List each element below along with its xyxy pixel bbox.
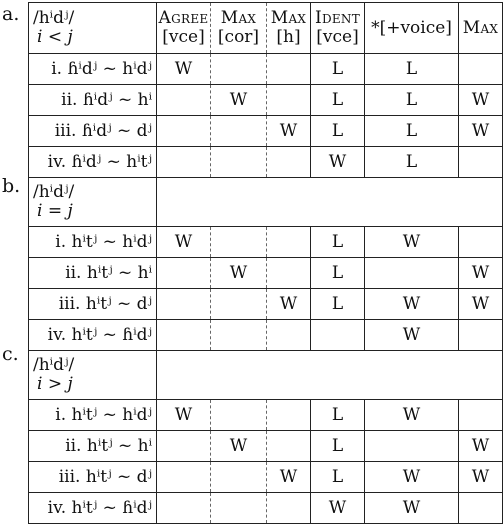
violation-mark: L: [311, 431, 365, 462]
violation-mark: [157, 493, 211, 524]
violation-mark: [157, 85, 211, 116]
violation-mark: [157, 147, 211, 178]
violation-mark: [211, 320, 267, 351]
candidate-row: [29, 320, 503, 351]
violation-mark: W: [365, 227, 459, 258]
candidate-pair: [29, 258, 157, 289]
candidate-text: hⁱtʲ ~ dʲ: [85, 466, 152, 487]
candidate-text: hⁱtʲ ~ hⁱ: [86, 262, 152, 283]
violation-mark: [157, 116, 211, 147]
violation-mark: W: [157, 227, 211, 258]
row-id: i.: [51, 58, 63, 79]
input-string: /hⁱdʲ/: [33, 182, 75, 202]
violation-mark: [211, 462, 267, 493]
violation-mark: W: [311, 147, 365, 178]
row-id: iv.: [47, 151, 67, 172]
constraint-header: Ident [vce]: [311, 3, 365, 54]
row-id: iii.: [54, 120, 77, 141]
violation-mark: [365, 431, 459, 462]
constraint-header: Max [cor]: [211, 3, 267, 54]
violation-mark: W: [157, 400, 211, 431]
candidate-pair: [29, 462, 157, 493]
constraint-header: Agree [vce]: [157, 3, 211, 54]
violation-mark: W: [157, 54, 211, 85]
violation-mark: W: [365, 493, 459, 524]
ranking-condition: i = j: [37, 201, 73, 221]
tableau-input-row: [29, 351, 503, 400]
candidate-text: hⁱtʲ ~ ɦⁱdʲ: [71, 497, 152, 518]
candidate-pair: [29, 147, 157, 178]
violation-mark: [157, 289, 211, 320]
candidate-text: hⁱtʲ ~ dʲ: [85, 293, 152, 314]
candidate-pair: [29, 116, 157, 147]
violation-mark: [211, 54, 267, 85]
candidate-row: [29, 258, 503, 289]
violation-mark: [267, 85, 311, 116]
input-form: [29, 3, 157, 54]
input-form: [29, 351, 157, 400]
candidate-row: [29, 400, 503, 431]
violation-mark: W: [365, 289, 459, 320]
violation-mark: W: [311, 493, 365, 524]
constraint-header: Max [h]: [267, 3, 311, 54]
candidate-pair: [29, 85, 157, 116]
constraint-header: *[+voice]: [365, 3, 459, 54]
candidate-row: [29, 85, 503, 116]
violation-mark: [459, 227, 503, 258]
violation-mark: L: [311, 85, 365, 116]
candidate-row: [29, 431, 503, 462]
input-string: /hⁱdʲ/: [33, 355, 75, 375]
candidate-text: hⁱtʲ ~ hⁱdʲ: [71, 404, 152, 425]
violation-mark: [459, 147, 503, 178]
violation-mark: [157, 462, 211, 493]
row-id: iii.: [58, 466, 81, 487]
violation-mark: [211, 493, 267, 524]
violation-mark: [267, 258, 311, 289]
violation-mark: L: [311, 227, 365, 258]
row-id: ii.: [61, 89, 78, 110]
ranking-condition: i < j: [37, 27, 73, 47]
violation-mark: [459, 493, 503, 524]
candidate-text: hⁱtʲ ~ ɦⁱdʲ: [71, 324, 152, 345]
violation-mark: [267, 147, 311, 178]
candidate-row: [29, 54, 503, 85]
section-label-c: c.: [2, 343, 19, 365]
row-id: iii.: [58, 293, 81, 314]
violation-mark: [267, 493, 311, 524]
violation-mark: [267, 431, 311, 462]
violation-mark: [211, 227, 267, 258]
candidate-text: hⁱtʲ ~ hⁱ: [86, 435, 152, 456]
candidate-pair: [29, 400, 157, 431]
tableau-input-row: [29, 3, 503, 54]
violation-mark: [211, 400, 267, 431]
header-spacer: [157, 178, 503, 227]
candidate-text: ɦⁱdʲ ~ hⁱdʲ: [67, 58, 152, 79]
violation-mark: [365, 258, 459, 289]
candidate-row: [29, 462, 503, 493]
tableau-input-row: [29, 178, 503, 227]
candidate-row: [29, 227, 503, 258]
violation-mark: L: [311, 462, 365, 493]
violation-mark: W: [459, 116, 503, 147]
violation-mark: L: [311, 54, 365, 85]
candidate-row: [29, 116, 503, 147]
violation-mark: L: [365, 54, 459, 85]
violation-mark: W: [211, 258, 267, 289]
violation-mark: [311, 320, 365, 351]
violation-mark: [157, 431, 211, 462]
candidate-pair: [29, 431, 157, 462]
candidate-pair: [29, 54, 157, 85]
violation-mark: W: [365, 462, 459, 493]
candidate-pair: [29, 493, 157, 524]
section-label-b: b.: [2, 175, 21, 197]
violation-mark: W: [459, 462, 503, 493]
candidate-text: hⁱtʲ ~ hⁱdʲ: [71, 231, 152, 252]
candidate-pair: [29, 320, 157, 351]
ranking-condition: i > j: [37, 374, 73, 394]
candidate-row: [29, 289, 503, 320]
violation-mark: [459, 320, 503, 351]
violation-mark: W: [267, 116, 311, 147]
row-id: i.: [55, 231, 67, 252]
violation-mark: [459, 54, 503, 85]
violation-mark: W: [365, 320, 459, 351]
violation-mark: L: [311, 289, 365, 320]
violation-mark: W: [459, 431, 503, 462]
violation-mark: L: [365, 85, 459, 116]
violation-mark: W: [459, 85, 503, 116]
violation-mark: [267, 54, 311, 85]
violation-mark: L: [311, 116, 365, 147]
violation-mark: L: [311, 258, 365, 289]
violation-mark: [211, 147, 267, 178]
violation-mark: W: [267, 289, 311, 320]
input-form: [29, 178, 157, 227]
row-id: ii.: [65, 435, 82, 456]
section-label-a: a.: [2, 3, 20, 25]
candidate-pair: [29, 227, 157, 258]
violation-mark: W: [267, 462, 311, 493]
violation-mark: W: [459, 258, 503, 289]
violation-mark: [267, 400, 311, 431]
candidate-text: ɦⁱdʲ ~ hⁱtʲ: [71, 151, 152, 172]
candidate-pair: [29, 289, 157, 320]
candidate-text: ɦⁱdʲ ~ hⁱ: [82, 89, 152, 110]
violation-mark: [267, 227, 311, 258]
violation-mark: W: [211, 431, 267, 462]
row-id: iv.: [47, 497, 67, 518]
input-string: /hⁱdʲ/: [33, 8, 75, 28]
violation-mark: [211, 289, 267, 320]
violation-mark: W: [459, 289, 503, 320]
constraint-header: Max: [459, 3, 503, 54]
candidate-row: [29, 493, 503, 524]
violation-mark: L: [311, 400, 365, 431]
violation-mark: W: [365, 400, 459, 431]
violation-mark: L: [365, 147, 459, 178]
row-id: i.: [55, 404, 67, 425]
violation-mark: [157, 320, 211, 351]
row-id: iv.: [47, 324, 67, 345]
candidate-text: ɦⁱdʲ ~ dʲ: [81, 120, 152, 141]
violation-mark: W: [211, 85, 267, 116]
comparative-tableau: [28, 2, 503, 524]
violation-mark: [267, 320, 311, 351]
candidate-row: [29, 147, 503, 178]
row-id: ii.: [65, 262, 82, 283]
violation-mark: L: [365, 116, 459, 147]
violation-mark: [157, 258, 211, 289]
violation-mark: [211, 116, 267, 147]
violation-mark: [459, 400, 503, 431]
header-spacer: [157, 351, 503, 400]
